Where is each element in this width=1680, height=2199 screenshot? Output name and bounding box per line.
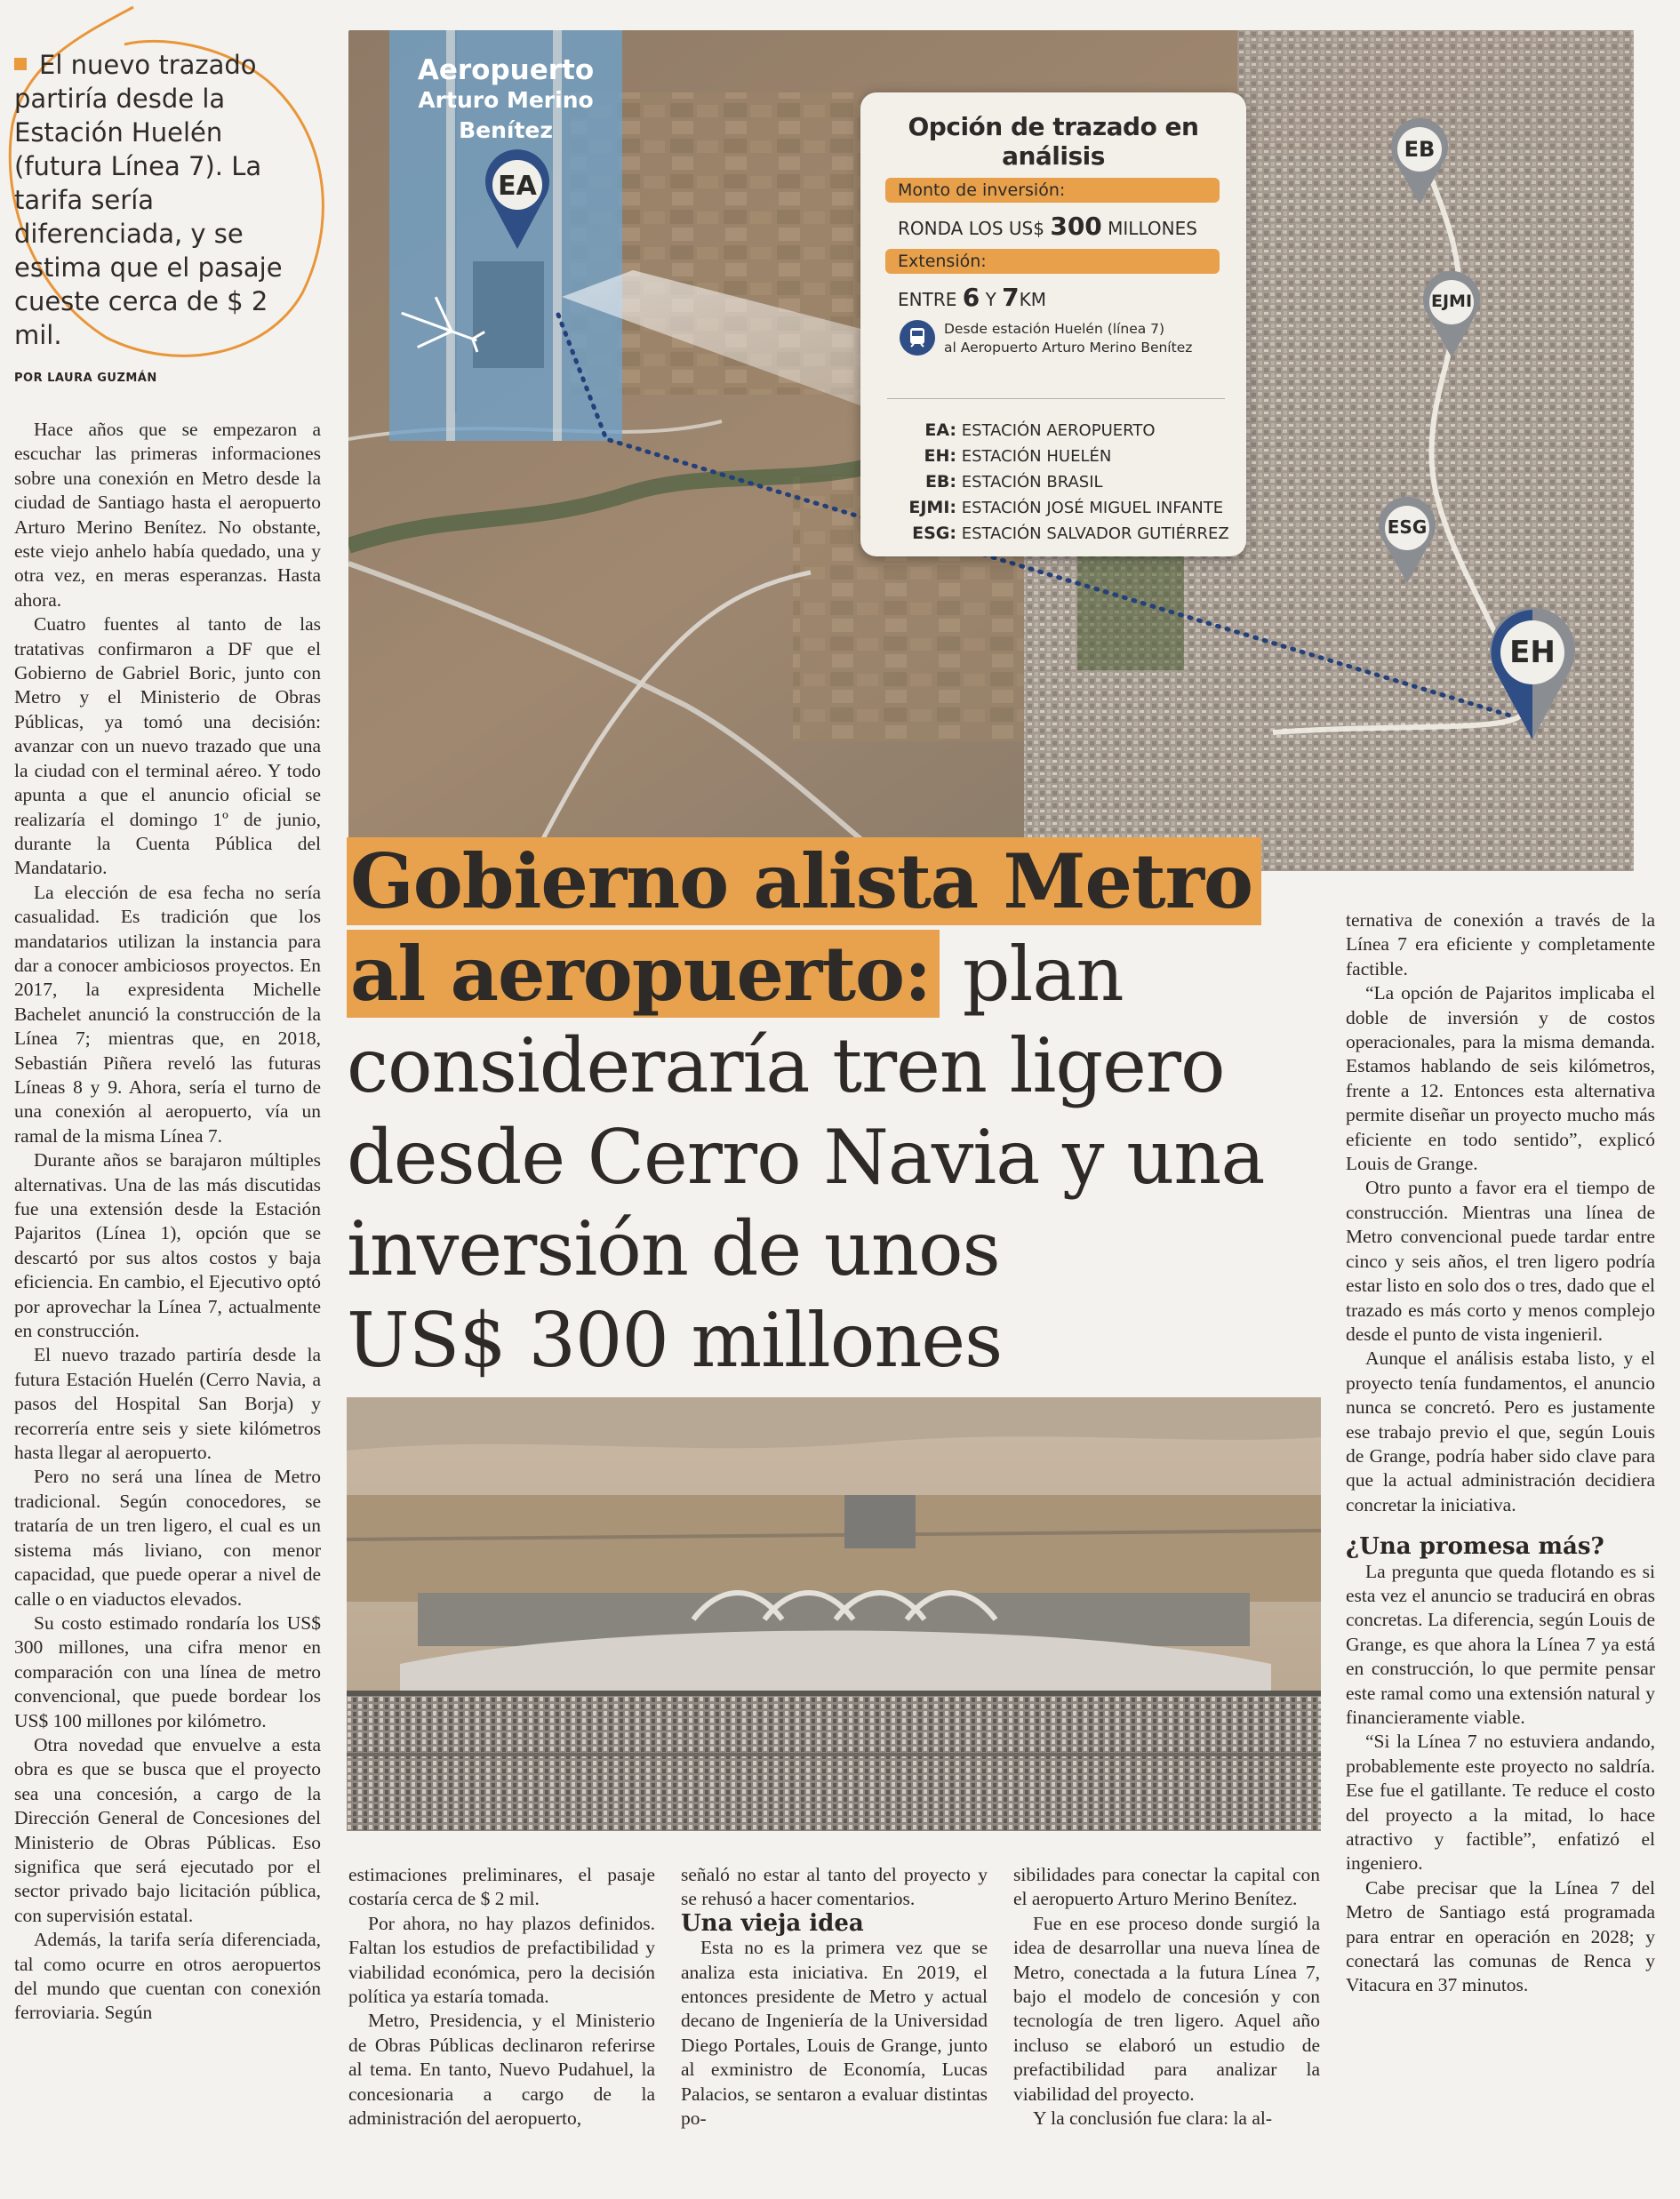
investment-number: 300 bbox=[1050, 212, 1102, 241]
paragraph: “Si la Línea 7 no estuviera andando, probablemente este proyecto no saldría. Ese fue el gatillante. Te reduce el costo del proyecto a la mitad, lo hace atractivo y factible”, enfatizó el ingeniero. bbox=[1346, 1731, 1655, 1875]
ejmi-pin-icon bbox=[1420, 267, 1483, 359]
extension-mid: Y bbox=[985, 289, 996, 310]
paragraph: “La opción de Pajaritos implicaba el doble de inversión y de costos operacionales, para la misma demanda. Estamos hablando de seis kilómetros, frente a 12. Entonces esta alternativa permite diseñar un proyecto mucho más eficiente en todo sentido”, explicó Louis de Grange. bbox=[1346, 982, 1655, 1175]
paragraph: Durante años se barajaron múltiples alternativas. Una de las más discutidas fue una extensión desde la Estación Pajaritos (Línea 1), opción que se descartó por sus altos costos y baja eficiencia. En cambio, el Ejecutivo optó por aprovechar la Línea 7, actualmente en construcción. bbox=[14, 1149, 321, 1342]
eh-pin-label: EH bbox=[1509, 635, 1556, 670]
subhead-una-promesa-mas: ¿Una promesa más? bbox=[1346, 1533, 1604, 1561]
paragraph: Otro punto a favor era el tiempo de construcción. Mientras una línea de Metro convencional puede tardar entre cinco y seis años, el tren ligero podría estar listo en solo dos o tres, dado que el trazado es más corto y menos complejo desde el punto de vista ingenieril. bbox=[1346, 1177, 1655, 1345]
article-column-2 bbox=[348, 1863, 655, 2131]
paragraph: Aunque el análisis estaba listo, y el proyecto tenía fundamentos, el anuncio nunca se concretó. Pero es justamente ese trabajo previo el que, según Louis de Grange, podría haber sido clave para que la actual administración decidiera concretar la iniciativa. bbox=[1346, 1347, 1655, 1515]
sidebar-highlight-text: El nuevo trazado partiría desde la Estación Huelén (futura Línea 7). La tarifa sería diferenciada, y se estima que el pasaje cueste cerca de $ 2 mil. bbox=[14, 50, 283, 350]
airport-aerial-photo bbox=[347, 1397, 1321, 1831]
paragraph: Cabe precisar que la Línea 7 del Metro de Santiago está programada para entrar en operación en 2028; y conectará las comunas de Renca y Vitacura en 37 minutos. bbox=[1346, 1876, 1655, 1996]
airport-label bbox=[389, 55, 622, 146]
route-description bbox=[944, 320, 1192, 357]
headline-rest-4: inversión de unos bbox=[347, 1205, 1000, 1292]
route-info-box bbox=[860, 92, 1246, 556]
extension-prefix: ENTRE bbox=[898, 289, 957, 310]
legend-item: EA: ESTACIÓN AEROPUERTO bbox=[924, 420, 1156, 440]
paragraph: La pregunta que queda flotando es si esta vez el anuncio se traducirá en obras concretas. La diferencia, según Louis de Grange, es que ahora la Línea 7 ya está en construcción, lo que permite pensar este ramal como una extensión natural y financieramente viable. bbox=[1346, 1560, 1655, 1728]
ea-pin-icon bbox=[482, 144, 553, 251]
headline-rest-5: US$ 300 millones bbox=[347, 1297, 1003, 1384]
paragraph: Y la conclusión fue clara: la al- bbox=[1033, 2107, 1273, 2130]
extension-unit: KM bbox=[1019, 289, 1046, 310]
route-line1: Desde estación Huelén (línea 7) bbox=[944, 321, 1165, 337]
investment-value bbox=[898, 212, 1197, 241]
paragraph: Por ahora, no hay plazos definidos. Faltan los estudios de prefactibilidad y viabilidad económica, pero la decisión política ya estaría tomada. bbox=[348, 1912, 655, 2008]
investment-prefix: RONDA LOS US$ bbox=[898, 218, 1044, 239]
info-box-title: Opción de trazado en análisis bbox=[908, 112, 1199, 171]
legend-item: EJMI: ESTACIÓN JOSÉ MIGUEL INFANTE bbox=[908, 498, 1224, 517]
eb-pin-icon bbox=[1388, 114, 1451, 206]
paragraph: Hace años que se empezaron a escuchar las primeras informaciones sobre una conexión en Metro desde la ciudad de Santiago hasta el aeropuerto Arturo Merino Benítez. No obstante, este viejo anhelo había quedado, una y otra vez, en meras esperanzas. Hasta ahora. bbox=[14, 419, 321, 611]
extension-max: 7 bbox=[1002, 283, 1020, 312]
investment-suffix: MILLONES bbox=[1108, 218, 1197, 239]
paragraph: La elección de esa fecha no sería casualidad. Es tradición que los mandatarios utilizan la instancia para dar a conocer ambiciosos proyectos. En 2017, la expresidenta Michelle Bachelet anunció la construcción de la Línea 7; mientras que, en 2018, Sebastián Piñera reveló las futuras Líneas 8 y 9. Ahora, sería el turno de una conexión al aeropuerto, vía un ramal de la misma Línea 7. bbox=[14, 881, 321, 1147]
station-legend bbox=[887, 418, 1229, 547]
extension-value bbox=[898, 283, 1046, 312]
legend-item: ESG: ESTACIÓN SALVADOR GUTIÉRREZ bbox=[912, 524, 1229, 543]
article-column-5 bbox=[1346, 908, 1655, 1998]
paragraph: ternativa de conexión a través de la Línea 7 era eficiente y completamente factible. bbox=[1346, 909, 1655, 980]
bullet-square-icon bbox=[14, 58, 27, 70]
sidebar-highlight bbox=[14, 48, 312, 352]
paragraph: sibilidades para conectar la capital con el aeropuerto Arturo Merino Benítez. bbox=[1013, 1864, 1320, 1910]
paragraph: Cuatro fuentes al tanto de las tratativas confirmaron a DF que el Gobierno de Gabriel Boric, junto con Metro y el Ministerio de Obras Públicas, ya tomó una decisión: avanzar con un nuevo trazado que una la ciudad con el terminal aéreo. Y todo apunta a que el anuncio oficial se realizaría el domingo 1º de junio, durante la Cuenta Pública del Mandatario. bbox=[14, 613, 321, 879]
paragraph: El nuevo trazado partiría desde la futura Estación Huelén (Cerro Navia, a pasos del Hospital San Borja) y recorrería entre seis y siete kilómetros hasta llegar al aeropuerto. bbox=[14, 1344, 321, 1464]
headline bbox=[347, 836, 1271, 1387]
subhead-una-vieja-idea: Una vieja idea bbox=[681, 1909, 864, 1937]
extension-min: 6 bbox=[962, 283, 980, 312]
legend-item: EH: ESTACIÓN HUELÉN bbox=[924, 446, 1112, 466]
legend-item: EB: ESTACIÓN BRASIL bbox=[924, 472, 1103, 492]
paragraph: Pero no será una línea de Metro tradicional. Según conocedores, se trataría de un tren ligero, el cual es un sistema más liviano, con menor capacidad, que puede operar a nivel de calle o en viaductos elevados. bbox=[14, 1466, 321, 1610]
paragraph: señaló no estar al tanto del proyecto y se rehusó a hacer comentarios. bbox=[681, 1864, 988, 1910]
paragraph: Metro, Presidencia, y el Ministerio de Obras Públicas declinaron referirse al tema. En tanto, Nuevo Pudahuel, la concesionaria a cargo de la administración del aeropuerto, bbox=[348, 2010, 655, 2130]
article-column-4 bbox=[1013, 1863, 1320, 2131]
headline-rest-2: consideraría tren ligero bbox=[347, 1022, 1225, 1109]
paragraph: Otra novedad que envuelve a esta obra es que se busca que el proyecto sea una concesión, a cargo de la Dirección General de Concesiones del Ministerio de Obras Públicas. Eso significa que será ejecutado por el sector privado bajo licitación pública, con supervisión estatal. bbox=[14, 1733, 321, 1926]
headline-bold-2: al aeropuerto: bbox=[347, 930, 940, 1018]
train-icon bbox=[900, 320, 935, 356]
headline-rest-3: desde Cerro Navia y una bbox=[347, 1114, 1265, 1201]
info-box-divider bbox=[887, 398, 1225, 399]
paragraph: Fue en ese proceso donde surgió la idea de desarrollar una nueva línea de Metro, conectada a la futura Línea 7, bajo el modelo de concesión y con tecnología de tren ligero. Aquel año incluso se elaboró un estudio de prefactibilidad para analizar la viabilidad del proyecto. bbox=[1013, 1912, 1320, 2105]
eb-pin-label: EB bbox=[1404, 137, 1436, 162]
article-column-3 bbox=[681, 1863, 988, 2131]
esg-pin-label: ESG bbox=[1387, 516, 1428, 538]
paragraph: Esta no es la primera vez que se analiza esta iniciativa. En 2019, el entonces presidente de Metro y actual decano de Ingeniería de la Universidad Diego Portales, Louis de Grange, junto al exministro de Economía, Lucas Palacios, se sentaron a evaluar distintas po- bbox=[681, 1937, 988, 2130]
paragraph: estimaciones preliminares, el pasaje costaría cerca de $ 2 mil. bbox=[348, 1864, 655, 1910]
byline: POR LAURA GUZMÁN bbox=[14, 372, 157, 385]
paragraph: Además, la tarifa sería diferenciada, tal como ocurre en otros aeropuertos del mundo que cuentan con conexión ferroviaria. Según bbox=[14, 1929, 321, 2024]
airport-label-line2: Arturo Merino Benítez bbox=[418, 87, 594, 143]
airport-label-line1: Aeropuerto bbox=[417, 54, 595, 86]
ejmi-pin-label: EJMI bbox=[1430, 292, 1473, 311]
headline-bold-1: Gobierno alista Metro bbox=[347, 837, 1261, 925]
route-line2: al Aeropuerto Arturo Merino Benítez bbox=[944, 340, 1193, 356]
article-column-1 bbox=[14, 418, 321, 2026]
eh-pin-icon bbox=[1486, 599, 1579, 741]
extension-pill: Extensión: bbox=[885, 249, 1220, 274]
esg-pin-icon bbox=[1376, 492, 1438, 585]
paragraph: Su costo estimado rondaría los US$ 300 millones, una cifra menor en comparación con una línea de metro convencional, que puede bordear los US$ 100 millones por kilómetro. bbox=[14, 1611, 321, 1731]
ea-pin-label: EA bbox=[498, 171, 537, 202]
headline-rest-1: plan bbox=[940, 931, 1124, 1018]
investment-pill: Monto de inversión: bbox=[885, 178, 1220, 203]
